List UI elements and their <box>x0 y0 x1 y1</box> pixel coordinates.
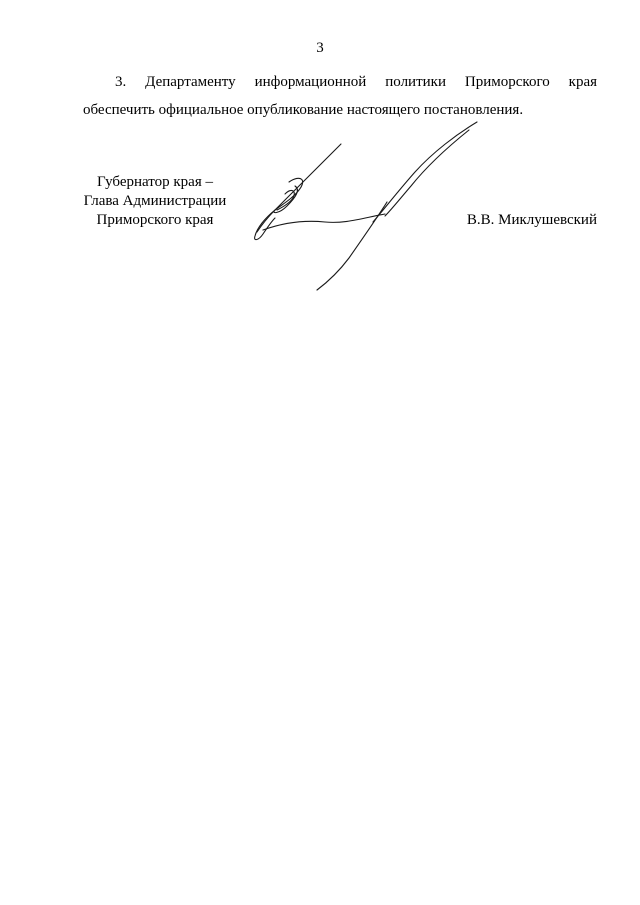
signatory-name: В.В. Миклушевский <box>466 212 597 228</box>
signature-stroke <box>274 178 303 212</box>
position-line-1: Губернатор края – <box>97 174 213 190</box>
handwritten-signature <box>245 118 485 293</box>
position-line-2: Глава Администрации <box>83 193 227 209</box>
signature-stroke <box>385 130 469 216</box>
signatory-position <box>60 173 250 230</box>
signature-stroke <box>257 144 341 232</box>
signature-stroke <box>255 210 275 240</box>
signature-stroke <box>263 214 385 230</box>
signature-stroke <box>373 122 477 222</box>
paragraph-line-2: обеспечить официальное опубликование настоящего постановления. <box>83 102 524 118</box>
paragraph-line-1: 3. Департаменту информационной политики Приморского края <box>115 74 597 90</box>
page-number: 3 <box>316 40 324 56</box>
position-line-3: Приморского края <box>96 212 214 228</box>
